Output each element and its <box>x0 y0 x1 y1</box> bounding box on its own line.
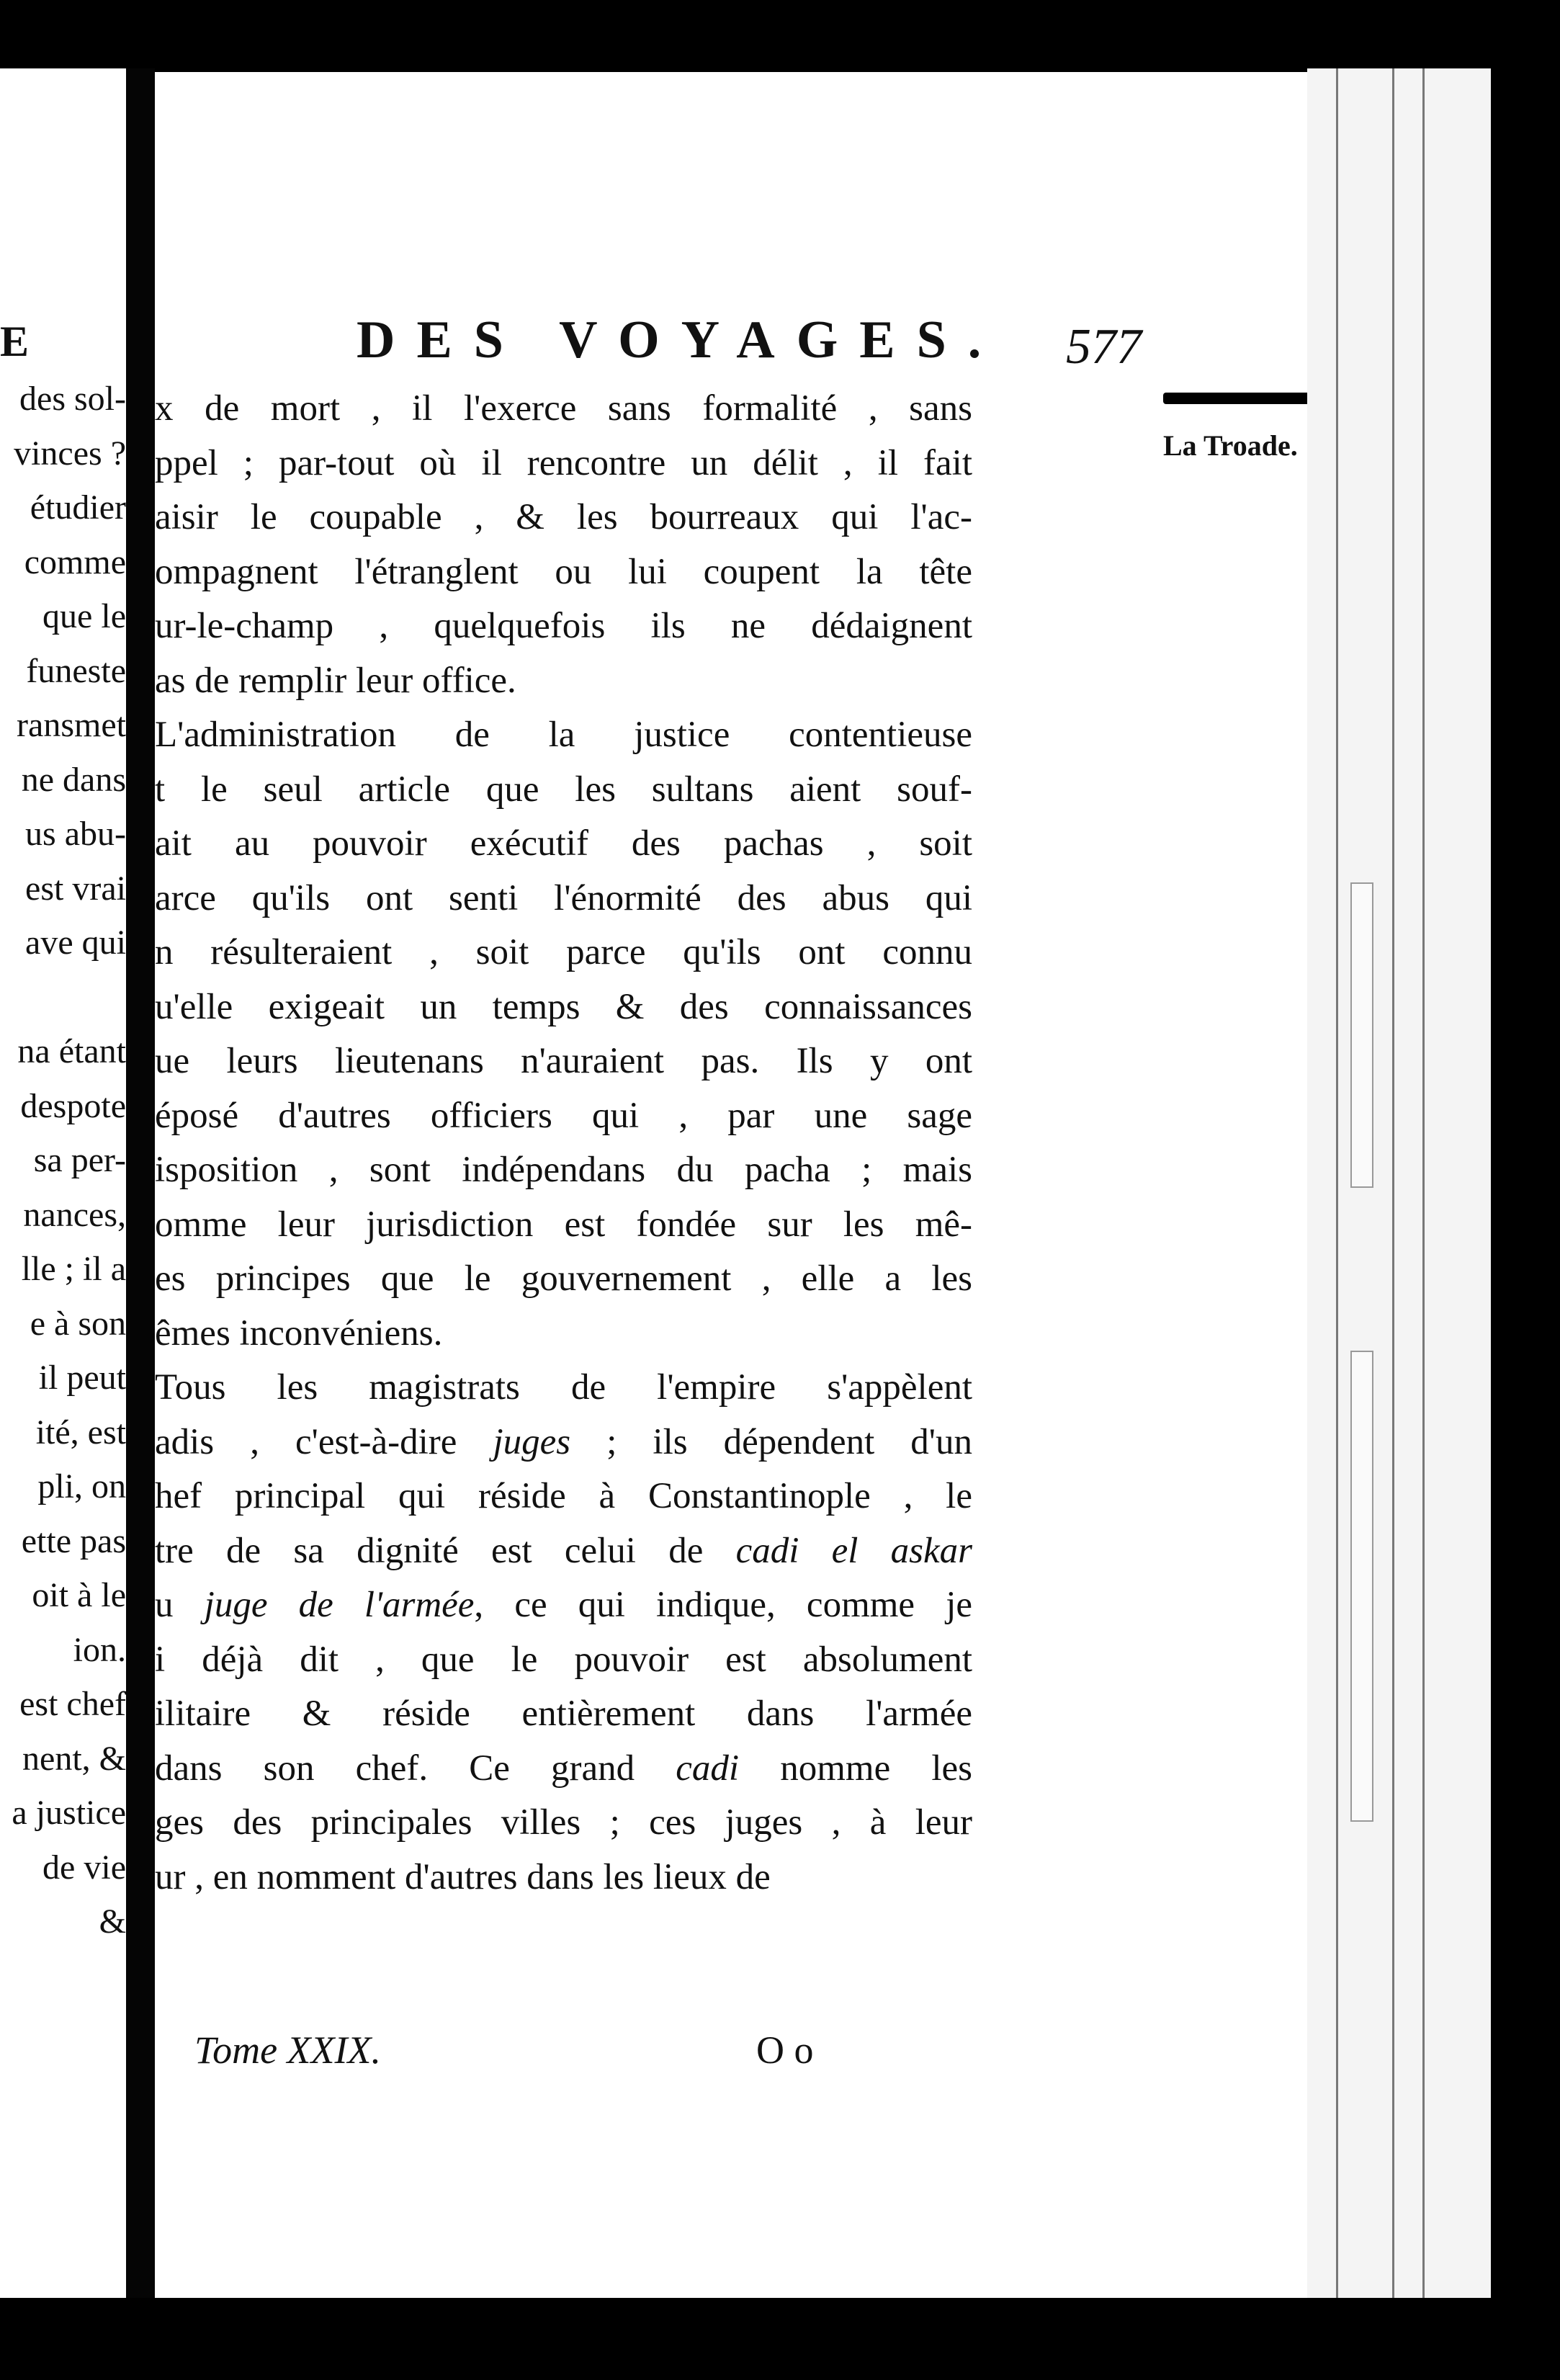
previous-page-line: ette pas <box>21 1521 126 1560</box>
following-leaves <box>1307 68 1491 2298</box>
text-line: arce qu'ils ont senti l'énormité des abus qui <box>155 877 972 918</box>
text-line: ompagnent l'étranglent ou lui coupent la tête <box>155 551 972 592</box>
text-run: adis , c'est-à-dire <box>155 1421 493 1462</box>
text-line: hef principal qui réside à Constantinople , le <box>155 1476 972 1516</box>
leaf-edge <box>1392 68 1394 2298</box>
previous-page-line: na étant <box>17 1032 126 1070</box>
previous-page-line: nent, & <box>22 1739 126 1778</box>
previous-page-line: & <box>99 1902 126 1941</box>
previous-page-line: que le <box>42 597 126 635</box>
previous-page-line: oit à le <box>32 1576 126 1614</box>
signature-mark: O o <box>756 2028 814 2072</box>
text-line: isposition , sont indépendans du pacha ; mais <box>155 1150 972 1190</box>
previous-page-line: e à son <box>30 1304 126 1343</box>
binding-gutter <box>126 68 155 2298</box>
volume-label: Tome XXIX. <box>194 2028 381 2072</box>
previous-page-line: ave qui <box>25 923 126 962</box>
paper-fold <box>1350 882 1373 1188</box>
scan-background <box>1491 0 1560 2380</box>
leaf-edge <box>1422 68 1425 2298</box>
previous-page-line: nances, <box>23 1195 126 1234</box>
text-line: ges des principales villes ; ces juges , à leur <box>155 1802 972 1843</box>
italic-term: juge de l'armée <box>204 1585 475 1625</box>
previous-page-line: étudier <box>30 488 126 527</box>
italic-term: cadi <box>676 1748 740 1789</box>
text-line: ppel ; par-tout où il rencontre un délit , il fait <box>155 442 972 483</box>
text-run: ; ils dépendent d'un <box>570 1421 972 1462</box>
previous-page-line: comme <box>24 542 126 581</box>
previous-page-line: funeste <box>26 651 126 690</box>
previous-page-head-fragment: E <box>0 318 30 365</box>
text-line: x de mort , il l'exerce sans formalité , sans <box>155 388 972 429</box>
text-line <box>155 1524 972 1579</box>
text-line: n résulteraient , soit parce qu'ils ont connu <box>155 932 972 972</box>
margin-rule <box>1163 393 1307 404</box>
previous-page-line: pli, on <box>37 1467 126 1506</box>
previous-page-line: est vrai <box>25 869 126 908</box>
text-line: L'administration de la justice contentieuse <box>155 715 972 755</box>
running-head <box>256 310 1142 375</box>
text-run: , ce qui indique, comme je <box>474 1585 972 1625</box>
previous-page-line: ion. <box>73 1630 126 1669</box>
text-line: ur , en nomment d'autres dans les lieux de <box>155 1856 771 1897</box>
previous-page-line: a justice <box>12 1794 126 1832</box>
text-line <box>155 1578 972 1633</box>
text-line <box>155 1415 972 1470</box>
previous-page-line: ransmet <box>17 706 126 744</box>
previous-page-line: despote <box>20 1086 126 1125</box>
previous-page-line: lle ; il a <box>21 1250 126 1288</box>
previous-page-line: ne dans <box>21 760 126 799</box>
previous-page-line: des sol- <box>19 380 126 418</box>
text-line: ur-le-champ , quelquefois ils ne dédaignent <box>155 606 972 646</box>
previous-page-line: vinces ? <box>14 434 126 473</box>
leaf-edge <box>1336 68 1338 2298</box>
text-run: tre de sa dignité est celui de <box>155 1530 736 1571</box>
marginal-note: La Troade. <box>1163 429 1298 462</box>
text-run: u <box>155 1585 205 1625</box>
text-line: êmes inconvéniens. <box>155 1312 443 1354</box>
text-line: u'elle exigeait un temps & des connaissances <box>155 986 972 1027</box>
previous-page-line: est chef <box>19 1685 126 1723</box>
text-line: omme leur jurisdiction est fondée sur les mê- <box>155 1204 972 1245</box>
previous-page-fragment <box>0 68 126 2298</box>
page-footer <box>194 2028 1080 2085</box>
text-line: ait au pouvoir exécutif des pachas , soit <box>155 823 972 864</box>
previous-page-line: de vie <box>42 1848 126 1887</box>
italic-term: juges <box>493 1421 571 1462</box>
page-number: 577 <box>1066 319 1142 375</box>
text-run: nomme les <box>739 1748 972 1789</box>
text-line: éposé d'autres officiers qui , par une sage <box>155 1095 972 1136</box>
running-title: DES VOYAGES. <box>357 310 1003 370</box>
text-line: ue leurs lieutenans n'auraient pas. Ils y ont <box>155 1041 972 1081</box>
book-page <box>155 72 1307 2298</box>
body-text <box>155 382 972 1905</box>
text-line <box>155 1742 972 1797</box>
paper-fold <box>1350 1351 1373 1822</box>
previous-page-line: ité, est <box>35 1413 126 1451</box>
previous-page-line: sa per- <box>33 1141 126 1179</box>
italic-term: cadi el askar <box>735 1530 972 1571</box>
text-line: aisir le coupable , & les bourreaux qui l'ac- <box>155 497 972 537</box>
text-line: ilitaire & réside entièrement dans l'armée <box>155 1694 972 1734</box>
text-line: t le seul article que les sultans aient souf- <box>155 769 972 810</box>
text-line: Tous les magistrats de l'empire s'appèlent <box>155 1367 972 1408</box>
text-line: es principes que le gouvernement , elle a les <box>155 1258 972 1299</box>
text-line: i déjà dit , que le pouvoir est absolument <box>155 1639 972 1680</box>
text-line: as de remplir leur office. <box>155 660 516 701</box>
previous-page-line: il peut <box>38 1359 126 1397</box>
text-run: dans son chef. Ce grand <box>155 1748 676 1789</box>
previous-page-line: us abu- <box>25 815 126 853</box>
